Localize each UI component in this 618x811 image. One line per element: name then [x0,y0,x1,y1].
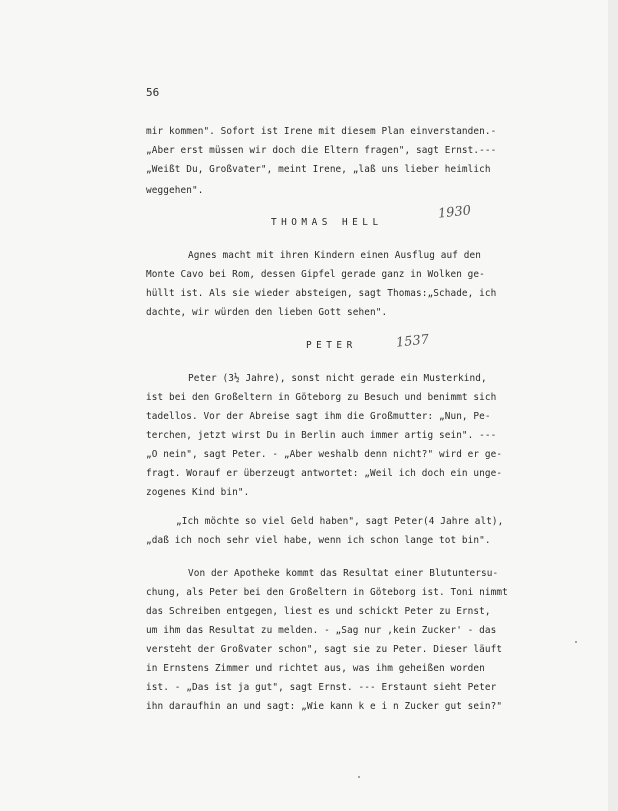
text-line: fragt. Worauf er überzeugt antwortet: „Weil ich doch ein unge- [146,468,503,479]
scan-speck [358,776,360,778]
text-line: weggehen". [146,185,204,196]
text-line: dachte, wir würden den lieben Gott sehen". [146,307,388,318]
text-line: ihn daraufhin an und sagt: „Wie kann k e i n Zucker gut sein?" [146,701,503,712]
section-heading-thomas-hell: THOMAS HELL [271,217,383,228]
page-edge-shadow [608,0,618,811]
text-line: zogenes Kind bin". [146,487,250,498]
text-line: ist. - „Das ist ja gut", sagt Ernst. --- Erstaunt sieht Peter [146,682,497,693]
text-line: um ihm das Resultat zu melden. - „Sag nur ‚kein Zucker' - das [146,625,497,636]
text-line: „Weißt Du, Großvater", meint Irene, „laß uns lieber heimlich [146,164,491,175]
text-line: „daß ich noch sehr viel habe, wenn ich schon lange tot bin". [146,535,491,546]
text-line: in Ernstens Zimmer und richtet aus, was ihm geheißen worden [146,663,485,674]
text-line: mir kommen". Sofort ist Irene mit diesem Plan einverstanden.- [146,126,497,137]
text-line: hüllt ist. Als sie wieder absteigen, sagt Thomas:„Schade, ich [146,288,497,299]
text-line: chung, als Peter bei den Großeltern in Göteborg ist. Toni nimmt [146,587,508,598]
text-line: das Schreiben entgegen, liest es und schickt Peter zu Ernst, [146,606,491,617]
text-line: Agnes macht mit ihren Kindern einen Ausflug auf den [188,250,481,261]
handwritten-annotation: 1930 [437,203,472,222]
scan-speck [575,641,577,643]
text-line: Von der Apotheke kommt das Resultat einer Blutuntersu- [188,568,499,579]
text-line: tadellos. Vor der Abreise sagt ihm die Großmutter: „Nun, Pe- [146,411,491,422]
text-line: „O nein", sagt Peter. - „Aber weshalb denn nicht?" wird er ge- [146,449,503,460]
text-line: versteht der Großvater schon", sagt sie zu Peter. Dieser läuft [146,644,503,655]
text-line: Peter (3½ Jahre), sonst nicht gerade ein Musterkind, [188,373,487,384]
section-heading-peter: PETER [306,340,357,351]
text-line: Monte Cavo bei Rom, dessen Gipfel gerade ganz in Wolken ge- [146,269,485,280]
text-line: „Ich möchte so viel Geld haben", sagt Peter(4 Jahre alt), [176,516,504,527]
handwritten-annotation: 1537 [395,332,430,351]
text-line: ist bei den Großeltern in Göteborg zu Besuch und benimmt sich [146,392,497,403]
text-line: „Aber erst müssen wir doch die Eltern fragen", sagt Ernst.--- [146,145,497,156]
text-line: terchen, jetzt wirst Du in Berlin auch immer artig sein". --- [146,430,497,441]
page-number: 56 [146,86,160,99]
